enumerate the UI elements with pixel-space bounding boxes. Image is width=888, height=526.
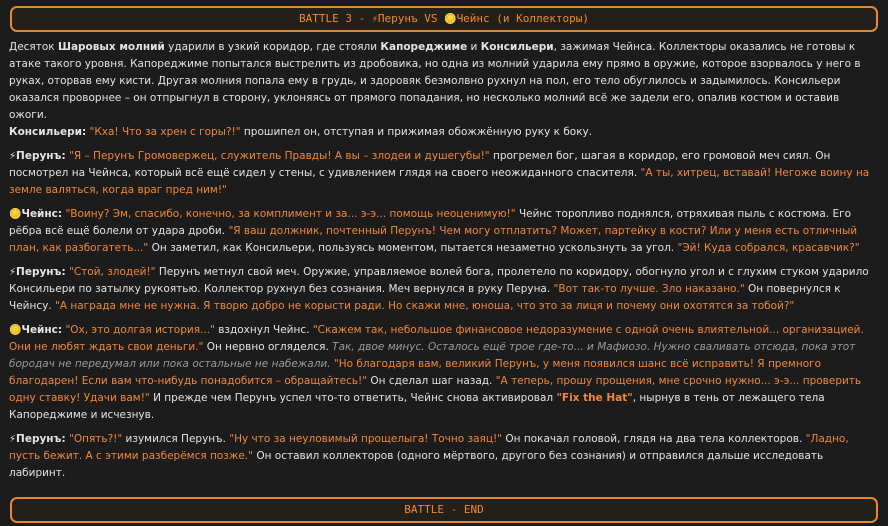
skill-name: Шаровых молний [57,41,165,53]
text: Он оставил коллекторов (одного мёртвого, другого без сознания) и отправился дальше исследовать лабиринт. [9,450,824,479]
battle-end-label: BATTLE - END [404,503,484,516]
text: , нырнув в тень от лежащего тела Капореджиме и исчезнув. [9,392,825,421]
enemy-name: Капореджиме [380,41,468,53]
dialogue-quote: "Стой, злодей!" [69,266,156,278]
coin-icon: 🪙 [444,14,457,25]
fighter2-name: Чейнс (и Коллекторы) [456,12,590,25]
narrative-paragraph-7 [9,431,877,482]
dialogue-quote: "Но благодаря вам, великий Перунъ, у меня появился шанс всё исправить! Я премного благодарен! Если вам что-нибудь понадобится – обращайтесь!" [9,358,822,387]
text: прошипел он, отступая и прижимая обожжённую руку к боку. [240,126,593,138]
text: Он повернулся к Чейнсу. [9,283,841,312]
text: Десяток [9,41,58,53]
text: Он покачал головой, глядя на два тела коллекторов. [502,433,806,445]
battle-header-banner [10,6,878,32]
dialogue-quote: "Скажем так, небольшое финансовое недоразумение с одной очень влиятельной... организацией. Они не любят ждать свои деньги." [9,324,864,353]
text: Он нервно огляделся. [203,341,333,353]
narrative-paragraph-6 [9,322,877,424]
dialogue-quote: "Ох, это долгая история..." [65,324,215,336]
dialogue-quote: "Я ваш должник, почтенный Перунъ! Чем могу отплатить? Может, партейку в кости? Или у меня есть отличный план, как разбогатеть..." [9,225,858,254]
vs-label: VS [424,12,438,25]
dialogue-quote: "А теперь, прошу прощения, мне срочно нужно... э-э... проверить одну ставку! Удачи вам!" [9,375,862,404]
speaker-name: Чейнс: [21,324,63,336]
battle-label: BATTLE 3 - [298,12,366,25]
narrative-paragraph-3 [9,148,877,199]
lightning-icon: ⚡ [371,14,378,25]
lightning-icon: ⚡ [9,267,17,278]
speaker-name: Перунъ: [16,433,66,445]
text: прогремел бог, шагая в коридор, его громовой меч сиял. Он посмотрел на Чейнса, который всё ещё сидел у стены, с удивлением глядя на своего неожиданного спасителя. [9,150,831,179]
fighter1-name: Перунъ [377,12,418,25]
dialogue-quote: "А награда мне не нужна. Я творю добро не корысти ради. Но скажи мне, юноша, что это за лиця и почему они охотятся за тобой?" [55,300,795,312]
text: ударили в узкий коридор, где стояли [164,41,381,53]
text: , зажимая Чейнса. Коллекторы оказались не готовы к атаке такого уровня. Капореджиме попытался выстрелить из дробовика, но одна из молний ударила ему прямо в оружие, которое взорвалось у него в руках, оторвав ему кисти. Другая молния попала ему в грудь, и здоровяк безмолвно рухнул на пол, его тело обуглилось и задымилось. Консильери оказался проворнее – он отпрыгнул в сторону, уклоняясь от прямого попадания, но несколько молний всё же задели его, опалив костюм и оставив ожоги. [9,41,861,121]
speaker-name: Чейнс: [21,208,63,220]
dialogue-quote: "Эй! Куда собрался, красавчик?" [677,242,860,254]
narrative-paragraph-2 [9,124,877,141]
lightning-icon: ⚡ [9,151,17,162]
narrative-paragraph-4 [9,206,877,257]
dialogue-quote: "Ладно, пусть бежит. А с этими разберёмся позже." [9,433,849,462]
narrative-paragraph-1 [9,39,877,124]
speaker-name: Перунъ: [16,150,66,162]
dialogue-quote: "Кха! Что за хрен с горы?!" [89,126,241,138]
coin-icon: 🪙 [9,209,22,220]
text: и [467,41,481,53]
enemy-name: Консильери [480,41,554,53]
text: Перунъ метнул свой меч. Оружие, управляемое волей бога, пролетело по коридору, обогнуло угол и с глухим стуком ударило Консильери по затылку рукоятью. Коллектор рухнул без сознания. Меч вернулся в руку Перуна. [9,266,869,295]
dialogue-quote: "А ты, хитрец, вставай! Негоже воину на земле валяться, когда враг пред ним!" [9,167,870,196]
dialogue-quote: "Ну что за неуловимый прощелыга! Точно заяц!" [229,433,503,445]
dialogue-quote: "Я – Перунъ Громовержец, служитель Правды! А вы – злодеи и душегубы!" [69,150,490,162]
text: Он заметил, как Консильери, пользуясь моментом, пытается незаметно ускользнуть за угол. [148,242,678,254]
inner-thought: Так, двое минус. Осталось ещё трое где-то... и Мафиозо. Нужно сваливать отсюда, пока этот бородач не передумал или пока остальные не набежали. [9,341,856,370]
text: вздохнул Чейнс. [214,324,313,336]
dialogue-quote: "Опять?!" [69,433,123,445]
dialogue-quote: "Воину? Эм, спасибо, конечно, за комплимент и за... э-э... помощь неоценимую!" [65,208,516,220]
coin-icon: 🪙 [9,325,22,336]
narrative-paragraph-5 [9,264,877,315]
battle-footer-banner [10,497,878,523]
speaker-name: Консильери: [9,126,87,138]
text: изумился Перунъ. [122,433,230,445]
text: Он сделал шаг назад. [367,375,496,387]
speaker-name: Перунъ: [16,266,66,278]
text: Чейнс торопливо поднялся, отряхивая пыль с костюма. Его рёбра всё ещё болели от удара дроби. [9,208,852,237]
skill-name: "Fix the Hat" [556,392,633,404]
dialogue-quote: "Вот так-то лучше. Зло наказано." [553,283,745,295]
lightning-icon: ⚡ [9,434,17,445]
text: И прежде чем Перунъ успел что-то ответить, Чейнс снова активировал [149,392,557,404]
battle-narrative [9,39,877,489]
